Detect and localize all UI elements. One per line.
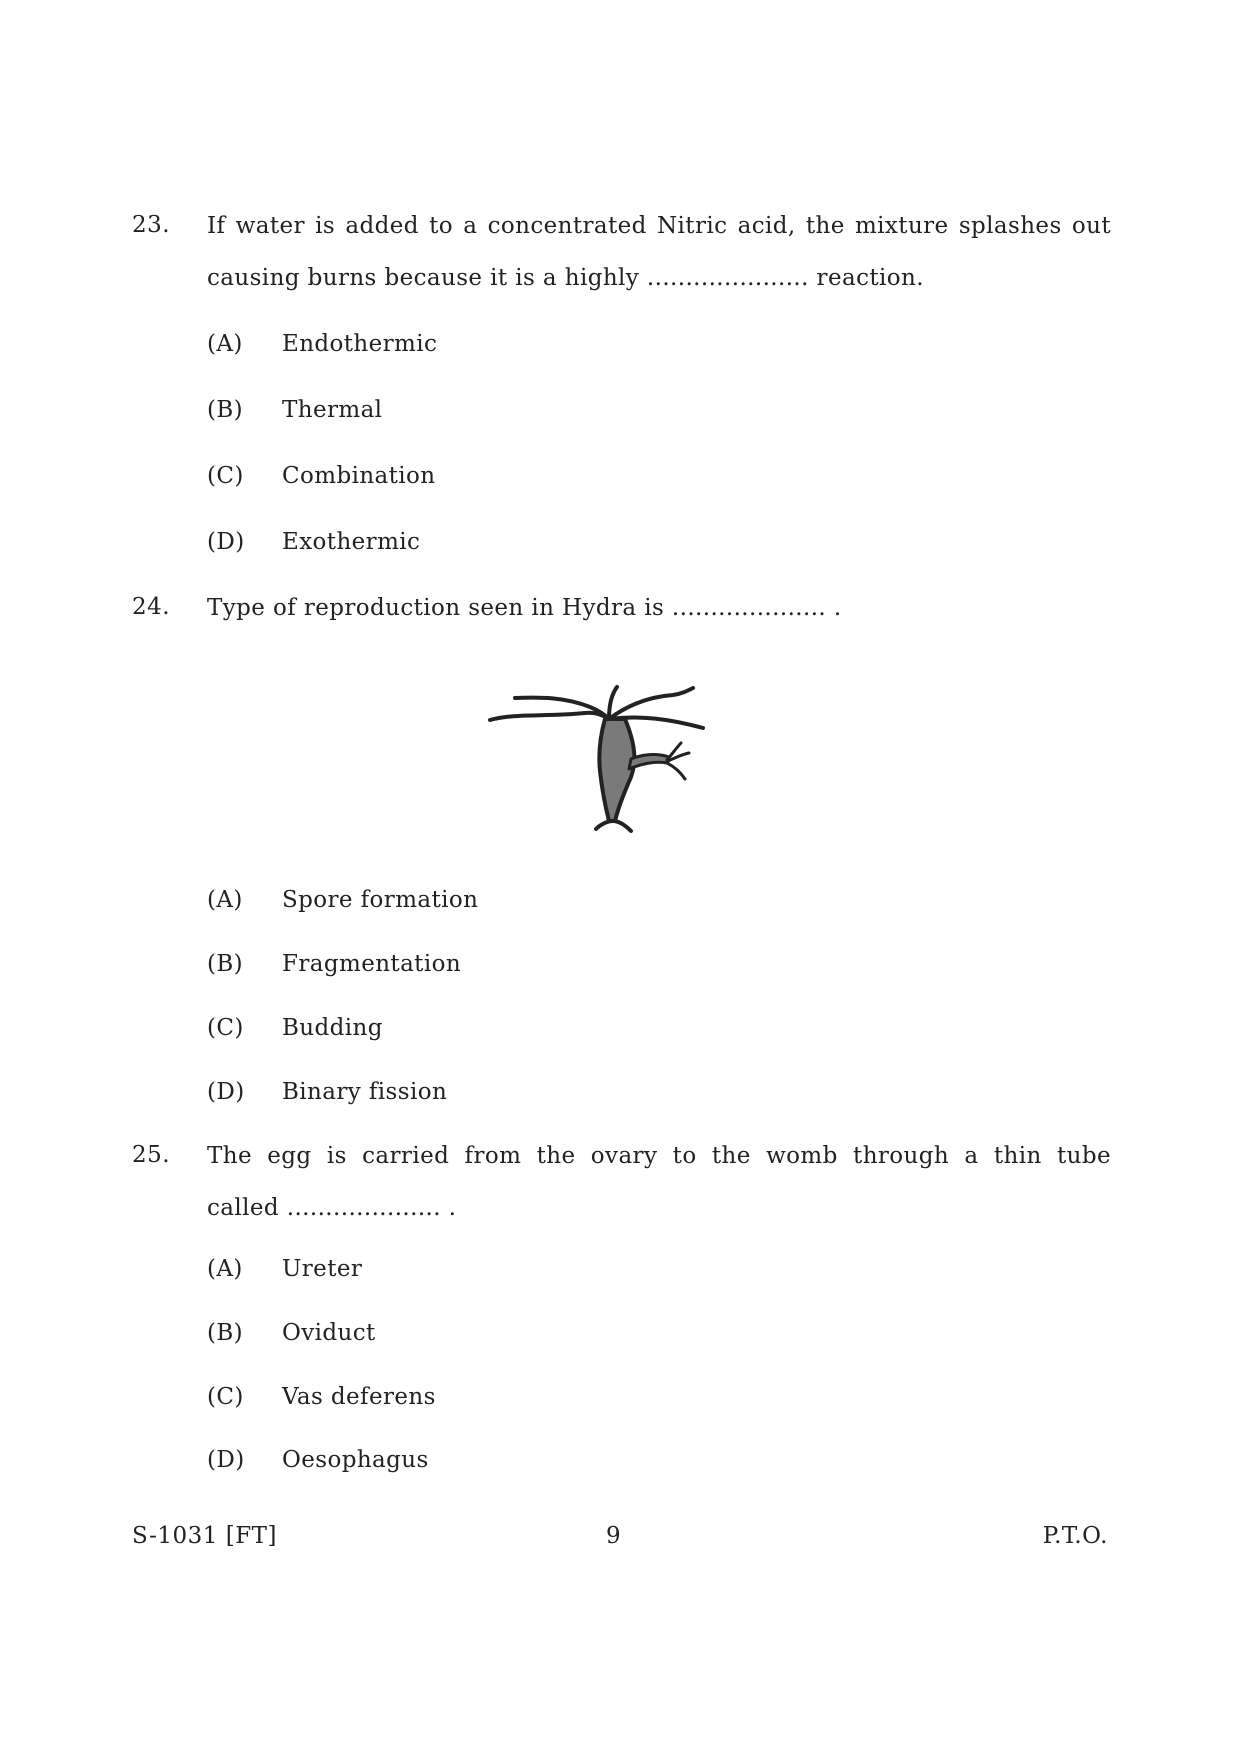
option-label: (C) — [207, 463, 244, 489]
question-23-line-2: causing burns because it is a highly ..................... reaction. — [207, 265, 924, 291]
question-25-line-2: called .................... . — [207, 1195, 457, 1221]
option-text: Spore formation — [282, 887, 479, 913]
option-label: (B) — [207, 397, 244, 423]
question-23-line-1: If water is added to a concentrated Nitric acid, the mixture splashes out — [207, 213, 1111, 239]
hydra-bud-tentacles — [667, 743, 689, 779]
question-24-number: 24. — [132, 594, 171, 620]
option-label: (D) — [207, 1447, 245, 1473]
footer-code: S-1031 [FT] — [132, 1523, 277, 1549]
option-label: (B) — [207, 951, 244, 977]
option-text: Budding — [282, 1015, 383, 1041]
option-label: (A) — [207, 331, 243, 357]
option-text: Oviduct — [282, 1320, 376, 1346]
question-24-text — [207, 582, 1111, 634]
question-25-number: 25. — [132, 1142, 171, 1168]
footer-pto: P.T.O. — [1042, 1523, 1108, 1549]
option-text: Endothermic — [282, 331, 438, 357]
option-text: Fragmentation — [282, 951, 462, 977]
hydra-tentacles — [490, 687, 703, 728]
hydra-illustration — [485, 675, 745, 835]
hydra-bud — [629, 755, 669, 769]
option-label: (D) — [207, 529, 245, 555]
option-label: (A) — [207, 1256, 243, 1282]
option-text: Ureter — [282, 1256, 363, 1282]
option-text: Binary fission — [282, 1079, 448, 1105]
option-label: (C) — [207, 1015, 244, 1041]
question-23-text — [207, 200, 1111, 304]
option-text: Combination — [282, 463, 436, 489]
option-text: Exothermic — [282, 529, 421, 555]
question-23-number: 23. — [132, 212, 171, 238]
option-label: (C) — [207, 1384, 244, 1410]
footer-page-number: 9 — [606, 1523, 622, 1549]
option-label: (D) — [207, 1079, 245, 1105]
question-25-text — [207, 1130, 1111, 1234]
question-25-line-1: The egg is carried from the ovary to the womb through a thin tube — [207, 1143, 1111, 1169]
option-text: Vas deferens — [282, 1384, 436, 1410]
option-text: Thermal — [282, 397, 383, 423]
option-text: Oesophagus — [282, 1447, 429, 1473]
question-24-line-1: Type of reproduction seen in Hydra is .................... . — [207, 595, 842, 621]
option-label: (B) — [207, 1320, 244, 1346]
option-label: (A) — [207, 887, 243, 913]
hydra-basal-disc — [596, 821, 631, 831]
